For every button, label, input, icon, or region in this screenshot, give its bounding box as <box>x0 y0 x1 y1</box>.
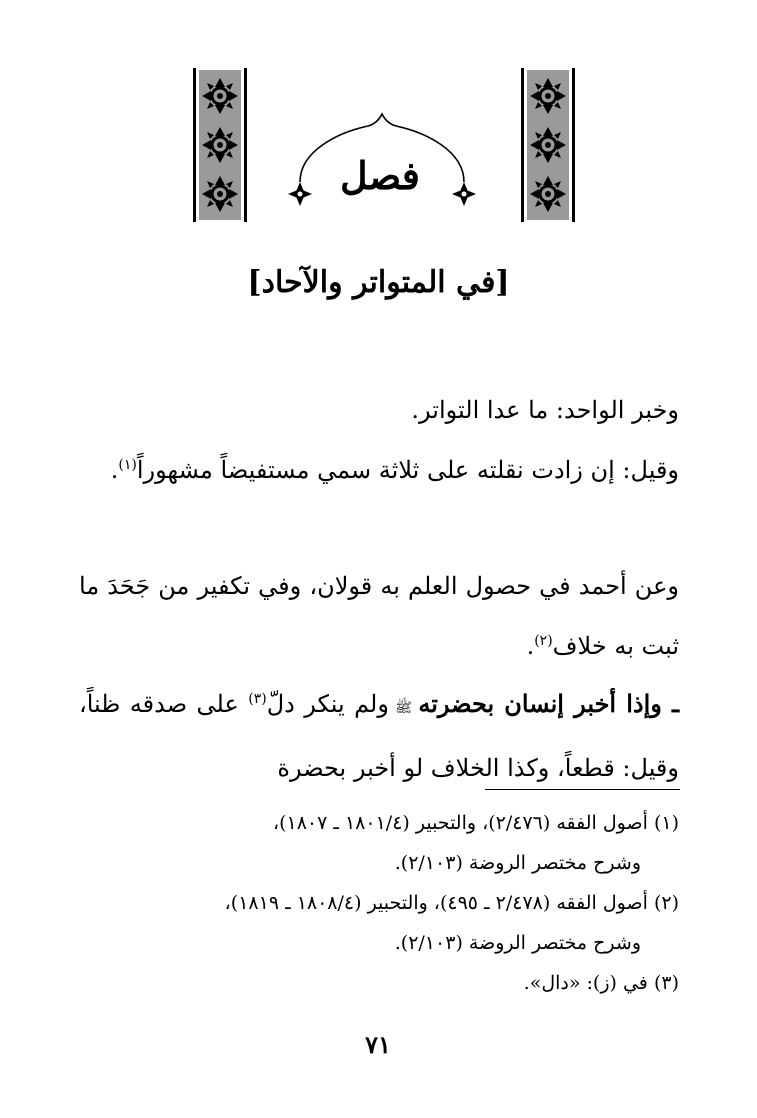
paragraph-text: وقيل: إن زادت نقلته على ثلاثة سمي مستفيضاً مشهوراً <box>136 456 679 484</box>
footnote-2 <box>74 883 679 923</box>
footnote-number: (٢) <box>653 892 679 914</box>
footnote-ref: (١) <box>118 457 137 473</box>
footnote-text: أصول الفقه (٢/٤٧٨ ـ ٤٩٥)، والتحبير (١٨٠٨/٤ ـ ١٨١٩)، <box>224 892 648 914</box>
paragraph-end: . <box>110 456 119 484</box>
paragraph-1 <box>79 380 679 440</box>
footnote-text: وشرح مختصر الروضة (٢/١٠٣). <box>394 932 641 954</box>
paragraph-4 <box>79 674 679 798</box>
emphasis-text: وإذا أخبر إنسان بحضرته <box>418 689 662 718</box>
footnotes <box>74 803 679 1003</box>
paragraph-text: وخبر الواحد: ما عدا التواتر. <box>411 396 679 424</box>
footnote-1 <box>74 803 679 843</box>
paragraph-dash: ـ <box>661 689 680 718</box>
footnote-text: في (ز): «دال». <box>523 972 648 994</box>
chapter-heading: فصل <box>340 153 420 198</box>
ornament-column-right <box>519 68 577 222</box>
footnote-divider <box>485 789 680 790</box>
footnote-number: (٣) <box>653 972 679 994</box>
honorific-glyph: ﷺ <box>388 700 419 716</box>
section-title: [في المتواتر والآحاد] <box>247 265 510 300</box>
fleuron-icon <box>452 182 476 206</box>
page-number: ٧١ <box>365 1030 391 1059</box>
footnote-3 <box>74 963 679 1003</box>
footnote-text: وشرح مختصر الروضة (٢/١٠٣). <box>394 852 641 874</box>
ornament-column-left <box>191 68 249 222</box>
paragraph-text: على صدقه ظناً، وقيل: قطعاً، وكذا الخلاف لو أخبر بحضرة <box>79 690 679 782</box>
footnote-ref: (٢) <box>534 633 553 649</box>
paragraph-3 <box>79 556 679 676</box>
fleuron-icon <box>288 182 312 206</box>
footnote-ref: (٣) <box>248 691 267 707</box>
footnote-1-continuation <box>74 843 679 883</box>
paragraph-text: ولم ينكر دلّ <box>266 690 389 718</box>
paragraph-text: وعن أحمد في حصول العلم به قولان، وفي تكفير من جَحَدَ ما ثبت به خلاف <box>79 572 679 660</box>
paragraph-end: . <box>526 632 535 660</box>
footnote-number: (١) <box>653 812 679 834</box>
paragraph-2 <box>79 440 679 500</box>
footnote-2-continuation <box>74 923 679 963</box>
footnote-text: أصول الفقه (٢/٤٧٦)، والتحبير (١٨٠١/٤ ـ ١٨٠٧)، <box>272 812 648 834</box>
